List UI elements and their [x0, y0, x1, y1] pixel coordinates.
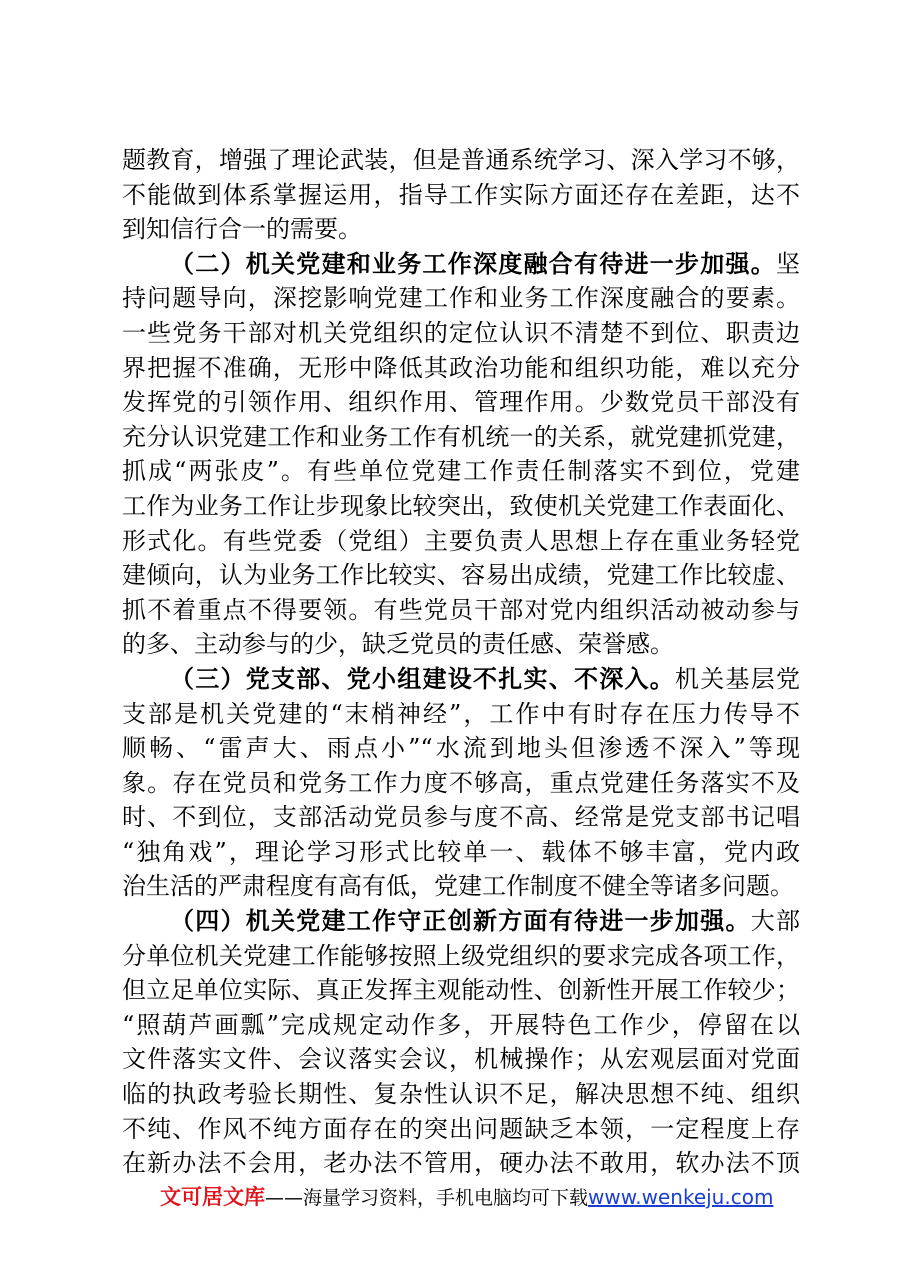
text-line: 的多、主动参与的少，缺乏党员的责任感、荣誉感。: [122, 630, 674, 659]
text-line: 治生活的严肃程度有高有低，党建工作制度不健全等诸多问题。: [122, 872, 794, 901]
section-heading-2: （二）机关党建和业务工作深度融合有待进一步加强。: [170, 248, 776, 278]
document-body: [122, 143, 800, 1181]
text-run: 坚: [776, 249, 800, 278]
text-line: 时、不到位，支部活动党员参与度不高、经常是党支部书记唱: [122, 803, 800, 832]
text-line: 文件落实文件、会议落实会议，机械操作；从宏观层面对党面: [122, 1045, 800, 1074]
text-line: 临的执政考验长期性、复杂性认识不足，解决思想不纯、组织: [122, 1080, 800, 1109]
text-line: 支部是机关党建的“末梢神经”，工作中有时存在压力传导不: [122, 699, 800, 728]
text-line: 分单位机关党建工作能够按照上级党组织的要求完成各项工作，: [122, 941, 800, 970]
section-heading-4: （四）机关党建工作守正创新方面有待进一步加强。: [170, 906, 751, 936]
brand-name: 文可居文库: [160, 1185, 265, 1209]
section-heading-3: （三）党支部、党小组建设不扎实、不深入。: [170, 663, 675, 693]
text-line: 不能做到体系掌握运用，指导工作实际方面还存在差距，达不: [122, 180, 800, 209]
text-run: 机关基层党: [675, 664, 800, 693]
paragraph-first-line: [122, 247, 800, 282]
text-line: “照葫芦画瓢”完成规定动作多，开展特色工作少，停留在以: [122, 1010, 800, 1039]
text-run: 大部: [750, 907, 800, 936]
text-line: 顺畅、“雷声大、雨点小”“水流到地头但渗透不深入”等现: [122, 734, 800, 763]
text-line: 象。存在党员和党务工作力度不够高，重点党建任务落实不及: [122, 768, 800, 797]
paragraph-2: [122, 247, 800, 662]
text-line: 界把握不准确，无形中降低其政治功能和组织功能，难以充分: [122, 353, 800, 382]
paragraph-1: [122, 143, 800, 247]
text-line: 但立足单位实际、真正发挥主观能动性、创新性开展工作较少；: [122, 976, 800, 1005]
paragraph-4: [122, 904, 800, 1181]
text-line: 不纯、作风不纯方面存在的突出问题缺乏本领，一定程度上存: [122, 1114, 800, 1143]
paragraph-first-line: [122, 662, 800, 697]
text-line: 题教育，增强了理论武装，但是普通系统学习、深入学习不够，: [122, 146, 800, 174]
paragraph-3: [122, 662, 800, 904]
paragraph-first-line: [122, 904, 800, 939]
text-line: 工作为业务工作让步现象比较突出，致使机关党建工作表面化、: [122, 491, 800, 520]
text-line: “独角戏”，理论学习形式比较单一、载体不够丰富，党内政: [122, 837, 800, 866]
footer-banner: [160, 1180, 800, 1214]
text-line: 建倾向，认为业务工作比较实、容易出成绩，党建工作比较虚、: [122, 561, 800, 590]
text-line: 在新办法不会用，老办法不管用，硬办法不敢用，软办法不顶: [122, 1149, 800, 1178]
text-line: 抓不着重点不得要领。有些党员干部对党内组织活动被动参与: [122, 595, 800, 624]
text-line: 充分认识党建工作和业务工作有机统一的关系，就党建抓党建，: [122, 422, 800, 451]
text-line: 形式化。有些党委（党组）主要负责人思想上存在重业务轻党: [122, 526, 800, 555]
footer-tagline: ——海量学习资料，手机电脑均可下载: [265, 1187, 589, 1209]
text-line: 一些党务干部对机关党组织的定位认识不清楚不到位、职责边: [122, 318, 800, 347]
text-line: 到知信行合一的需要。: [122, 215, 362, 244]
text-line: 持问题导向，深挖影响党建工作和业务工作深度融合的要素。: [122, 284, 800, 313]
text-line: 发挥党的引领作用、组织作用、管理作用。少数党员干部没有: [122, 388, 800, 417]
website-link[interactable]: www.wenkeju.com: [588, 1185, 774, 1209]
text-line: 抓成“两张皮”。有些单位党建工作责任制落实不到位，党建: [122, 457, 800, 486]
